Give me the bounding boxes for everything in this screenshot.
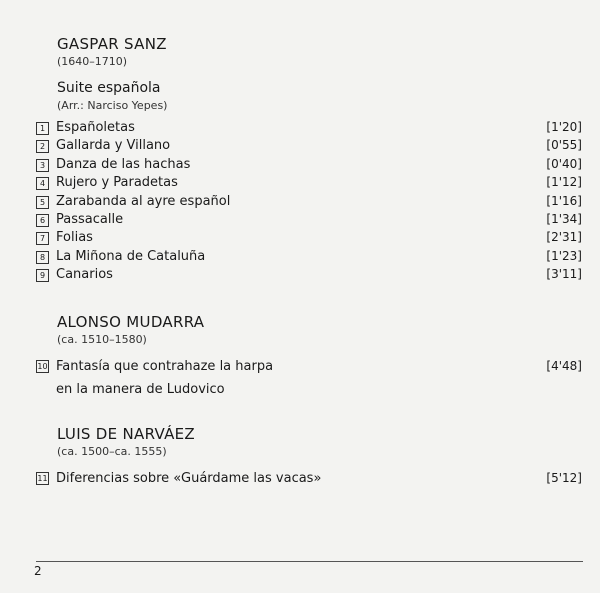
composer-dates: (ca. 1510–1580) (57, 333, 147, 346)
track-row (36, 249, 582, 267)
track-title: Españoletas (56, 120, 135, 135)
work-title: Suite española (57, 80, 161, 96)
track-duration: [4'48] (546, 359, 582, 373)
track-title: Diferencias sobre «Guárdame las vacas» (56, 471, 322, 486)
track-number: 4 (36, 177, 49, 190)
track-number: 1 (36, 122, 49, 135)
track-title-line: Fantasía que contrahaze la harpa (56, 359, 274, 374)
track-number: 8 (36, 251, 49, 264)
track-row (36, 467, 582, 491)
track-number: 10 (37, 362, 48, 371)
track-title: Gallarda y Villano (56, 138, 171, 154)
composer-name: GASPAR SANZ (57, 35, 167, 53)
track-row (36, 230, 582, 248)
track-title: Passacalle (56, 211, 124, 227)
track-number: 6 (36, 214, 49, 227)
track-row (36, 175, 582, 193)
track-title: Danza de las hachas (56, 156, 191, 172)
composer-dates: (ca. 1500–ca. 1555) (57, 445, 167, 458)
track-duration: [1'12] (546, 175, 582, 190)
track-number: 11 (37, 474, 48, 483)
track-number: 2 (36, 140, 49, 153)
track-row (36, 355, 582, 401)
track-list (36, 120, 582, 286)
track-title: Rujero y Paradetas (56, 175, 178, 191)
page-number: 2 (34, 564, 42, 578)
track-duration: [1'34] (546, 211, 582, 226)
composer-name: LUIS DE NARVÁEZ (57, 425, 195, 443)
track-duration: [5'12] (546, 471, 582, 485)
track-title: Zarabanda al ayre español (56, 193, 231, 209)
track-row (36, 120, 582, 138)
track-title: Folias (56, 230, 93, 246)
track-duration: [1'16] (546, 193, 582, 208)
track-title (56, 355, 273, 401)
track-number: 5 (36, 196, 49, 209)
track-duration: [0'40] (546, 156, 582, 171)
track-row (36, 157, 582, 175)
track-duration: [2'31] (546, 230, 582, 245)
track-title-line: en la manera de Ludovico (56, 382, 225, 397)
track-number: 7 (36, 232, 49, 245)
footer-divider (36, 561, 583, 562)
track-duration: [1'20] (546, 120, 582, 134)
track-title: La Miñona de Cataluña (56, 248, 206, 264)
track-duration: [1'23] (546, 248, 582, 263)
track-number: 3 (36, 159, 49, 172)
composer-name: ALONSO MUDARRA (57, 313, 205, 331)
track-duration: [3'11] (546, 267, 582, 282)
composer-dates: (1640–1710) (57, 55, 128, 68)
track-row (36, 194, 582, 212)
track-row (36, 138, 582, 156)
track-row (36, 267, 582, 285)
track-row (36, 212, 582, 230)
arranger-note: (Arr.: Narciso Yepes) (57, 99, 168, 112)
track-title: Canarios (56, 267, 113, 283)
track-duration: [0'55] (546, 138, 582, 153)
track-number: 9 (36, 269, 49, 282)
